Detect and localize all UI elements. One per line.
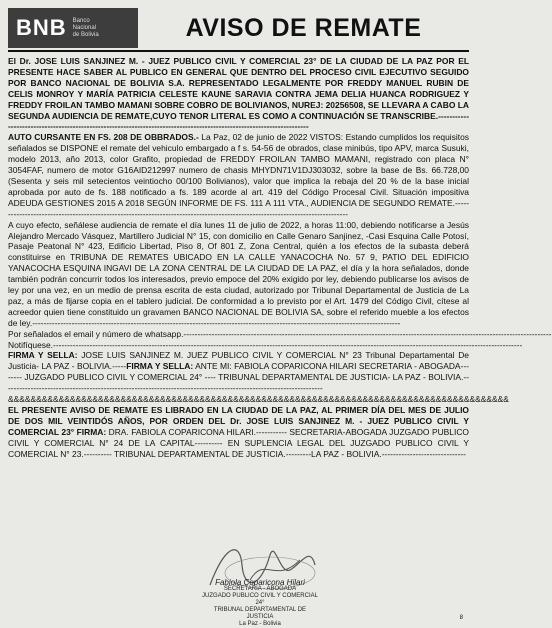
auto-lead: AUTO CURSANTE EN FS. 208 DE OBBRADOS.-: [8, 132, 199, 143]
firma-label: FIRMA Y SELLA:: [126, 361, 194, 372]
issuance-paragraph: [8, 405, 469, 460]
firma-text: ANTE MI: FABIOLA COPARICONA HILARI SECRETARIA - ABOGADA-------- JUZGADO PUBLICO CIVIL Y COMERCIAL 24° ---- TRIBUNAL DEPARTAMENTAL DE JUSTICIA- LA PAZ - BOLIVIA.------------------------------------------------------------------------------------------------------------------: [8, 361, 469, 394]
auto-paragraph: [8, 132, 469, 219]
page-title: AVISO DE REMATE: [185, 13, 422, 42]
notify-paragraph: Notifíquese.-----------------------------------------------------------------------------------------------------------------------------------------------------------------------: [8, 339, 523, 350]
page-number: 8: [459, 615, 463, 621]
signature-stamp: [180, 535, 350, 625]
logo-sub-line: Nacional: [72, 24, 97, 31]
logo-sub-line: Banco: [72, 17, 90, 24]
signatory-name: Fabiola Coparicona Hilari: [215, 578, 305, 587]
signatory-role: SECRETARIA - ABOGADA: [223, 586, 297, 592]
logo-sub-line: de Bolivia: [72, 31, 99, 38]
hearing-paragraph: A cuyo efecto, señálese audiencia de remate el día lunes 11 de julio de 2022, a horas 11:00, debiendo notificarse a Jesús Alejandro Mercado Vásquez, Martillero Judicial N° 15, con domicilio en Calle Genaro Sanjinez, -Casi Esquina Calle Potosí, Pasaje Peatonal N° 423, Edificio Libertad, Piso 8, Of 801 Z, Zona Central, quién a los efectos de la subasta deberá constituirse en TRIBUNA DE REMATES UBICADO EN LA CALLE YANACOCHA No. 57 9, PATIO DEL EDIFICIO YANACOCHA ESQUINA INGAVI DE LA ZONA CENTRAL DE LA CIUDAD DE LA PAZ, el día y la hora señalados, donde también podrán concurrir todos los interesados, previo empoce del 20% exigido por ley, debiendo publicarse los avisos de ley por una vez, en un medio de prensa escrita de esta ciudad, autorizado por Tribunal Departamental de Justicia de La paz, a más de fijarse copia en el tablero judicial. De conformidad a lo previsto por el Art. 1479 del Código Civil, cítese al acreedor quien tiene constituido un gravamen BANCO NACIONAL DE BOLIVIA SA, sobre el referido mueble a los efectos de ley.-----------------------------------------------------------------------------------------------------------------------------------: [8, 219, 469, 328]
notice-body: [8, 56, 552, 460]
auto-text: La Paz, 02 de junio de 2022 VISTOS: Estando cumplidos los requisitos señalados se DISPONE el remate del vehiculo embargado a f s. 54-56 de obrados, clase minibús, tipo APV, marca Susuki, modelo 2013, año 2013, color Grafito, propiedad de FREDDY FROILAN TAMBO MAMANI, registrado con placa N° 3054FAF, numero de motor G16AID212997 numero de chasis MHYDN71V1DJ303032, sobre la base de Bs. 66.728,00 (Sesenta y seis mil setecientos veintiocho 00/100 Bolivianos), valor que implica la rebaja del 20 % de la base inicial aprobada por auto de fs. 188 notificado a fs. 189 acorde al art. 419 del Código Procesal Civil. Situación impositiva ADEUDA GESTIONES 2015 A 2018 SEGÚN INFORME DE FS. 111 A 111 VTA., AUDIENCIA DE SEGUNDO REMATE.------------------------------------------------------------------------------------------------------------------------------: [8, 132, 469, 219]
logo-mark: BNB: [16, 15, 67, 40]
contact-paragraph: Por señalados el email y número de whatsapp.-----------------------------------------------------------------------------------------------------------------------------------: [8, 328, 552, 339]
separator-line: &&&&&&&&&&&&&&&&&&&&&&&&&&&&&&&&&&&&&&&&&&&&&&&&&&&&&&&&&&&&&&&&&&&&&&&&&&&&&&&&&&&&&&&&&: [8, 394, 509, 405]
signatory-line: JUZGADO PUBLICO CIVIL Y COMERCIAL 24°: [202, 593, 318, 606]
firma-text: JOSE LUIS SANJINEZ M. JUEZ PUBLICO CIVIL Y COMERCIAL N° 23 Tribunal Departamental De Justicia- LA PAZ - BOLIVIA.-----: [8, 350, 469, 372]
signatory-line: La Paz - Bolivia: [239, 621, 281, 627]
issuance-bold: EL PRESENTE AVISO DE REMATE ES LIBRADO EN LA CIUDAD DE LA PAZ, AL PRIMER DÍA DEL MES DE JULIO DE DOS MIL VEINTIDÓS AÑOS, POR ORDEN DEL Dr. JOSE LUIS SANJINEZ M. - JUEZ PUBLICO CIVIL Y COMERCIAL 23° FIRMA:: [8, 405, 469, 437]
signatures-paragraph: [8, 350, 469, 394]
signatory-line: TRIBUNAL DEPARTAMENTAL DE JUSTICIA: [213, 607, 307, 620]
signature-block: [200, 579, 320, 628]
header: [8, 6, 469, 52]
logo-subtitle: [73, 18, 99, 39]
issuance-text: DRA. FABIOLA COPARICONA HILARI.----------- SECRETARIA-ABOGADA JUZGADO PUBLICO CIVIL Y COMERCIAL N° 24 DE LA CAPITAL---------- EN SUPLENCIA LEGAL DEL JUZGADO PUBLICO CIVIL Y COMERCIAL N° 23.---------- TRIBUNAL DEPARTAMENTAL DE JUSTICIA.---------LA PAZ - BOLIVIA.------------------------------: [8, 426, 469, 459]
bnb-logo: [8, 8, 138, 48]
intro-paragraph: El Dr. JOSE LUIS SANJINEZ M. - JUEZ PUBLICO CIVIL Y COMERCIAL 23° DE LA CIUDAD DE LA PAZ POR EL PRESENTE HACE SABER AL PUBLICO EN GENERAL QUE DENTRO DEL PROCESO CIVIL EJECUTIVO SEGUIDO POR BANCO NACIONAL DE BOLIVIA S.A. REPRESENTADO LEGALMENTE POR FREDDY MANUEL RUBIN DE CELIS MONROY Y MARÍA PATRICIA CELESTE KAUNE SARAVIA CONTRA JEMA DELIA HUANCA RODRIGUEZ Y FREDDY FROILAN TAMBO MAMANI SOBRE COBRO DE BOLIVIANOS, NUREJ: 20256508, SE LLEVARA A CABO LA SEGUNDA AUDIENCIA DE REMATE,CUYO TENOR LITERAL ES COMO A CONTINUACIÓN SE TRANSCRIBE.----------------------------------------------------------------------------------------------------------------------: [8, 56, 469, 132]
firma-label: FIRMA Y SELLA:: [8, 350, 78, 361]
